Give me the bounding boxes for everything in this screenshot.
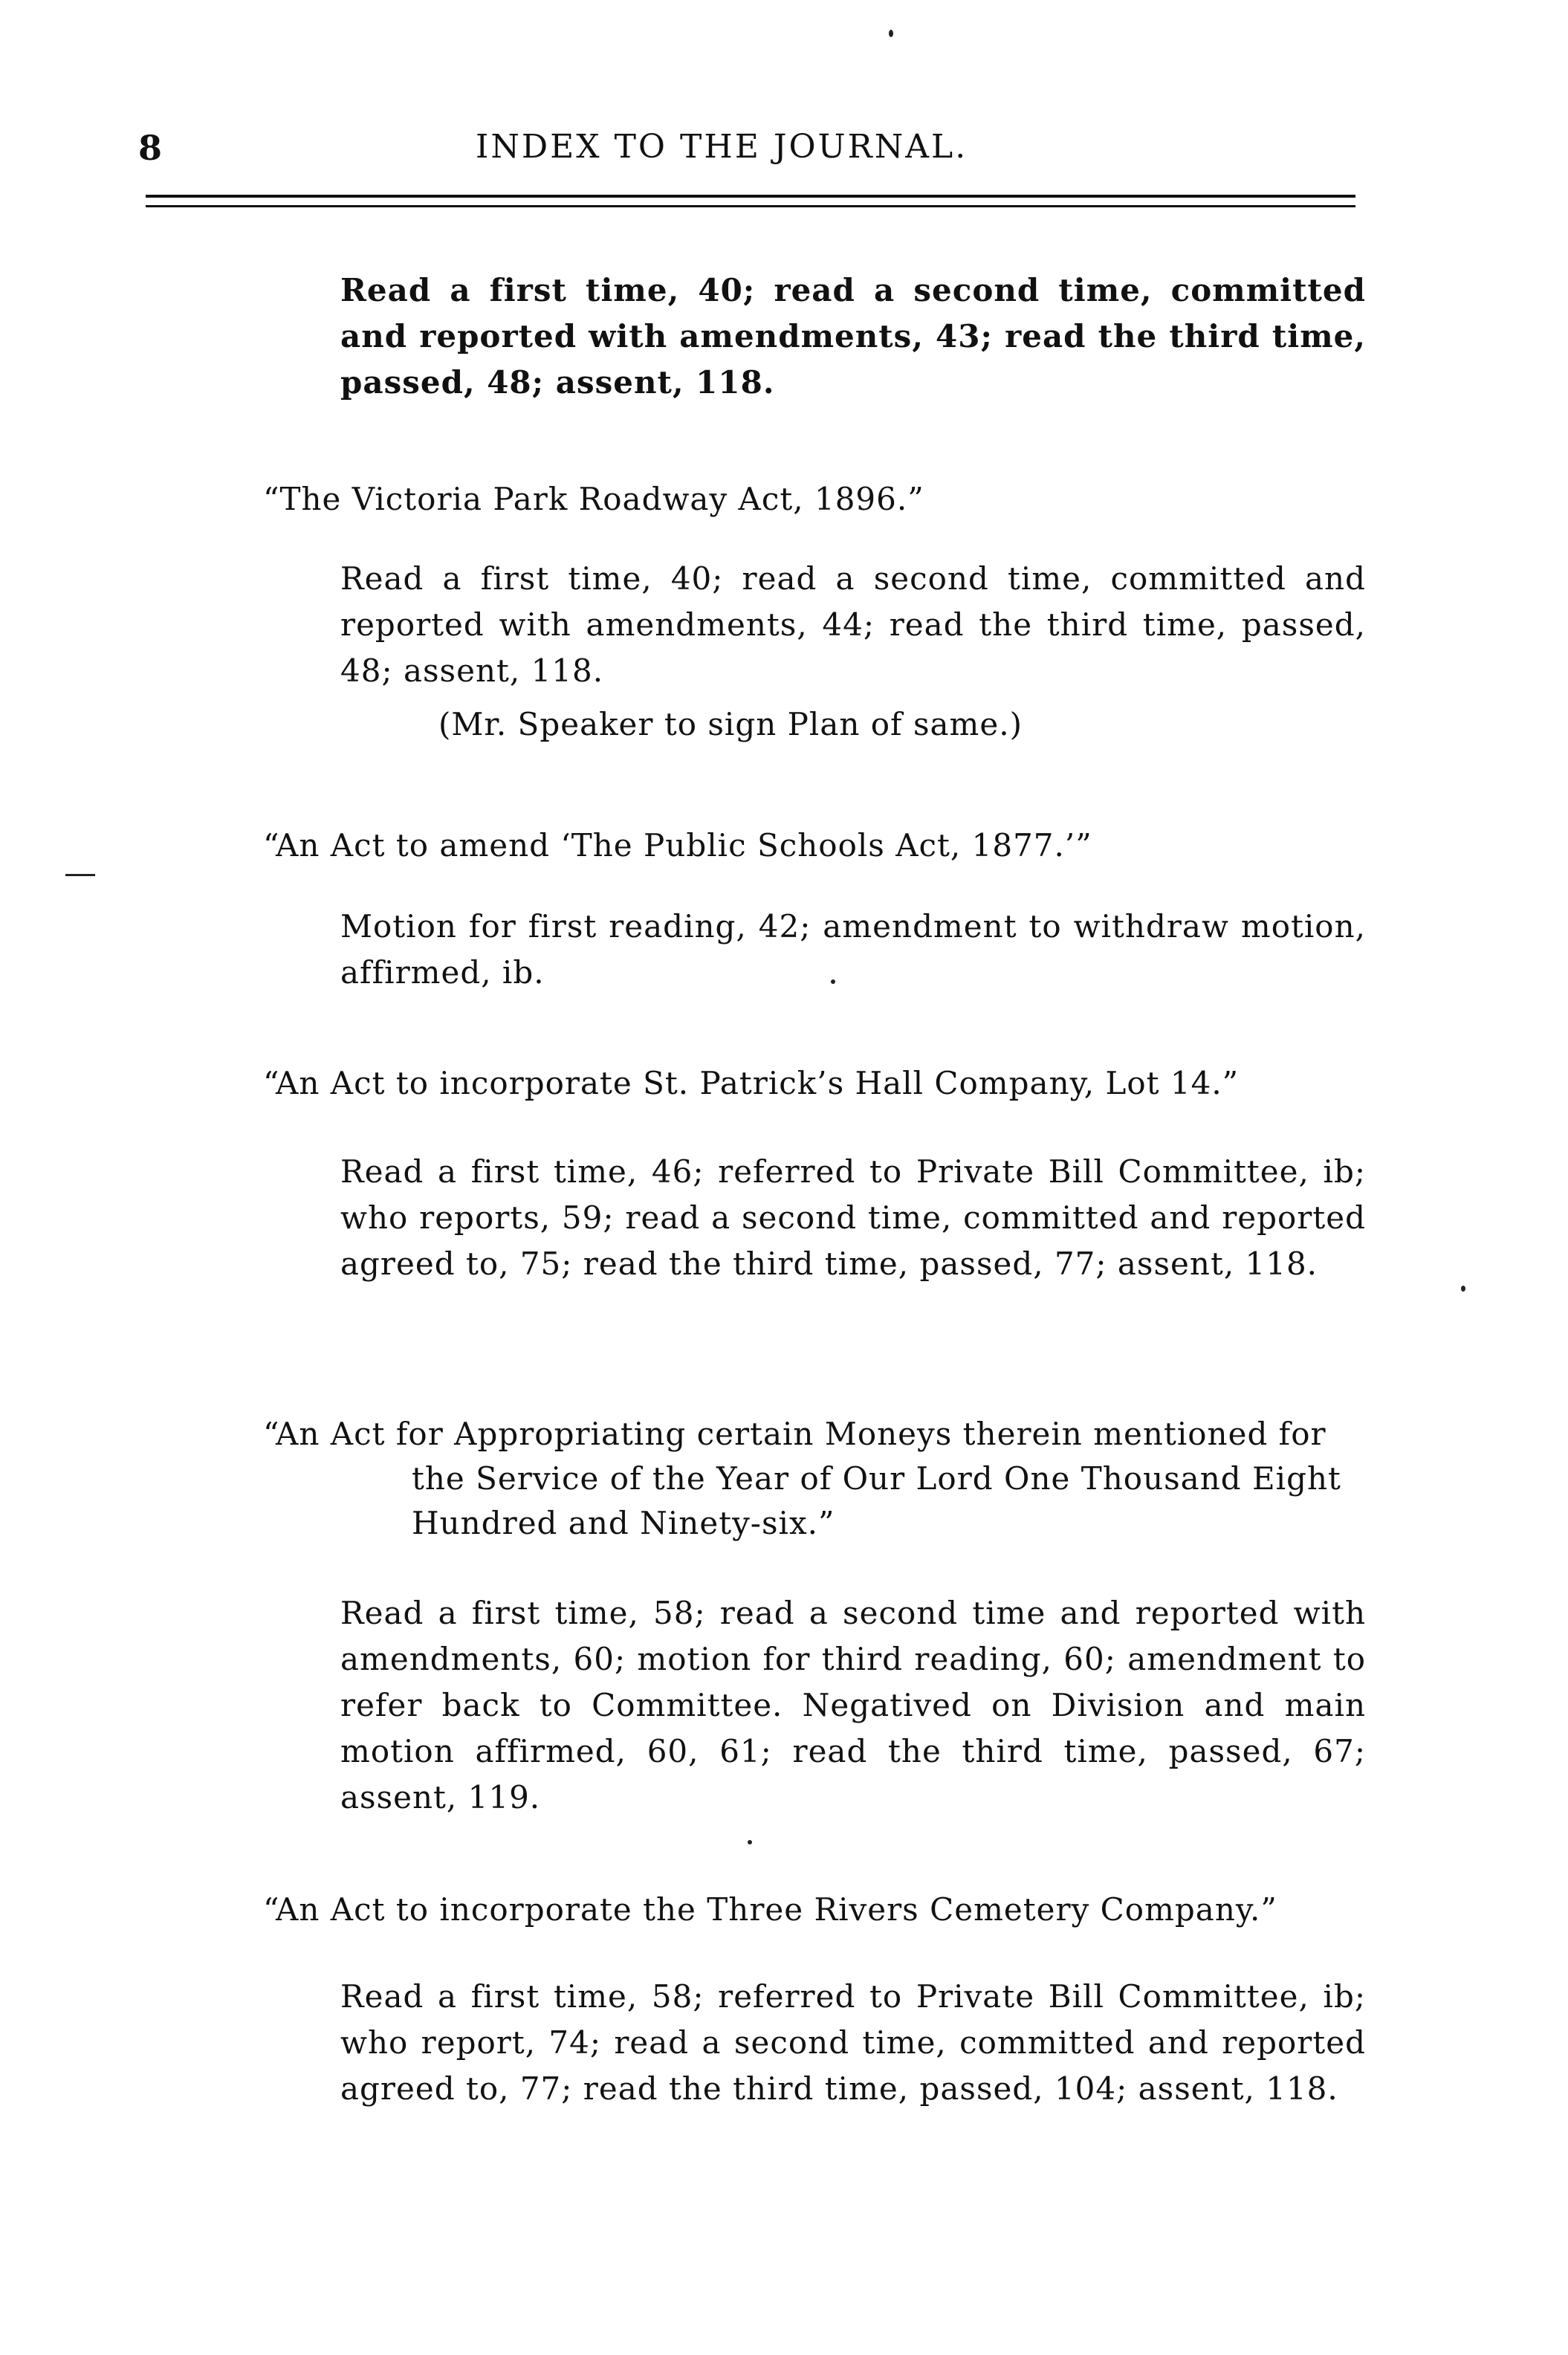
entry-proceedings: Read a first time, 40; read a second time, committed and reported with amendments, 43; read the third time, passed, 48; assent, 118.: [340, 272, 1366, 401]
entry-note: (Mr. Speaker to sign Plan of same.): [438, 706, 1023, 742]
entry-proceedings: Read a first time, 46; referred to Private Bill Committee, ib; who reports, 59; read a second time, committed and reported agreed to, 75; read the third time, passed, 77; assent, 118.: [340, 1153, 1366, 1282]
running-title: INDEX TO THE JOURNAL.: [476, 128, 968, 166]
entry-proceedings: Read a first time, 58; referred to Private Bill Committee, ib; who report, 74; read a second time, committed and reported agreed to, 77; read the third time, passed, 104; assent, 118.: [340, 1978, 1366, 2107]
entry-proceedings: Read a first time, 58; read a second time and reported with amendments, 60; motion for third reading, 60; amendment to refer back to Committee. Negatived on Division and main motion affirmed, 60, 61; read the third time, passed, 67; assent, 119.: [340, 1595, 1366, 1815]
entry-title: “An Act for Appropriating certain Moneys therein mentioned for the Service of the Year of Our Lord One Thousand Eight Hundred and Ninety-six.”: [263, 1416, 1341, 1541]
scan-speck: [831, 979, 835, 984]
header-rule-top: [146, 195, 1355, 198]
entry-title: “An Act to incorporate St. Patrick’s Hall Company, Lot 14.”: [263, 1065, 1240, 1101]
entry-proceedings: Read a first time, 40; read a second time, committed and reported with amendments, 44; read the third time, passed, 48; assent, 118.: [340, 560, 1366, 689]
entry-title: “The Victoria Park Roadway Act, 1896.”: [263, 481, 924, 517]
entry-title: “An Act to incorporate the Three Rivers Cemetery Company.”: [263, 1891, 1277, 1928]
entry-title: “An Act to amend ‘The Public Schools Act, 1877.’”: [263, 827, 1092, 864]
entry-proceedings: Motion for first reading, 42; amendment to withdraw motion, affirmed, ib.: [340, 908, 1366, 991]
header-rule-bottom: [146, 205, 1355, 207]
scan-speck: [889, 30, 893, 37]
margin-mark: [65, 874, 95, 876]
scan-speck: [1461, 1286, 1465, 1292]
page-number: 8: [138, 128, 163, 168]
scan-speck: [748, 1840, 752, 1844]
